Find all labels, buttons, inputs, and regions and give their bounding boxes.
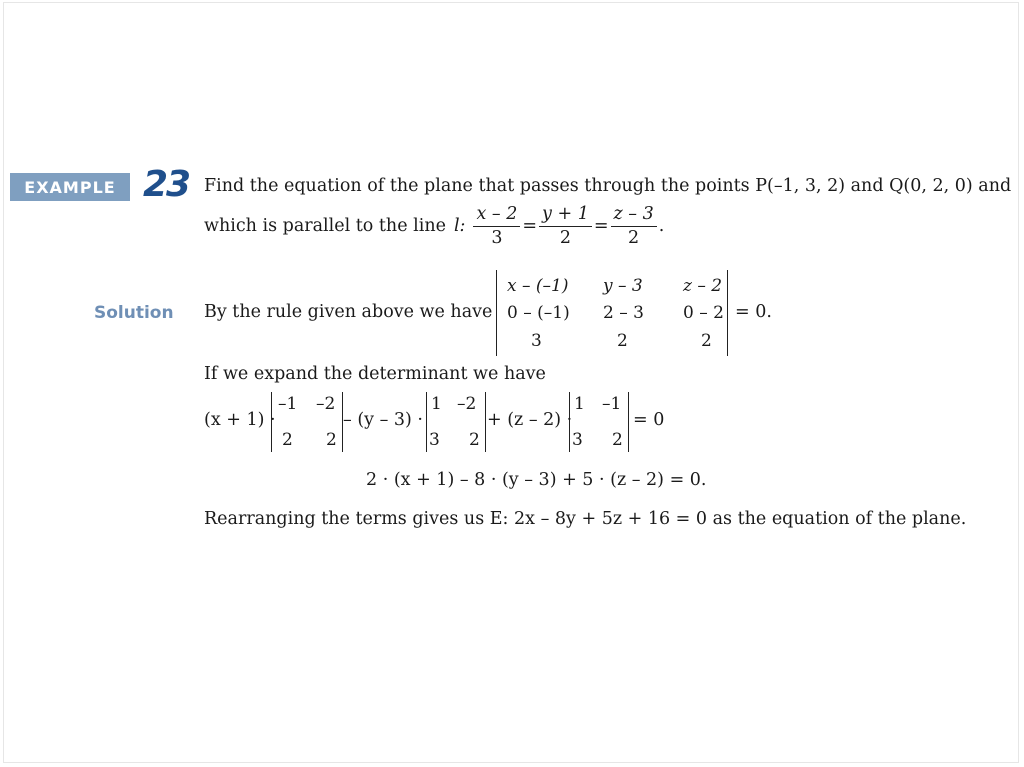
conclusion-prefix: Rearranging the terms gives us <box>204 509 485 529</box>
minor-determinant-3 <box>569 392 629 452</box>
expand-text: If we expand the determinant we have <box>204 364 546 384</box>
minor-cell: –2 <box>457 394 477 414</box>
fraction-2 <box>539 206 592 247</box>
simplified-equation: 2 · (x + 1) – 8 · (y – 3) + 5 · (z – 2) = 0. <box>366 470 707 490</box>
problem-end: . <box>658 215 665 236</box>
fraction-1-denominator: 3 <box>491 227 503 248</box>
minor-cell: 2 <box>326 430 337 450</box>
matrix-cell: 3 <box>531 331 542 351</box>
conclusion-equation: E: 2x – 8y + 5z + 16 = 0 <box>489 509 708 529</box>
fraction-3 <box>611 206 657 247</box>
fraction-2-numerator: y + 1 <box>539 206 592 227</box>
matrix-cell: 0 – 2 <box>683 303 724 323</box>
matrix-cell: y – 3 <box>603 276 643 296</box>
fraction-1 <box>473 206 520 247</box>
main-determinant <box>496 270 728 356</box>
conclusion <box>204 511 966 529</box>
example-badge <box>10 173 130 201</box>
problem-line-2-prefix: which is parallel to the line <box>204 215 446 236</box>
minor-cell: 2 <box>469 430 480 450</box>
minor-determinant-1 <box>271 392 343 452</box>
expansion-equals-zero: = 0 <box>633 410 665 430</box>
solution-label: Solution <box>94 303 174 323</box>
matrix-cell: z – 2 <box>683 276 723 296</box>
example-badge-label: EXAMPLE <box>24 177 116 197</box>
fraction-2-denominator: 2 <box>559 227 571 248</box>
expansion-term-1-coeff: (x + 1) · <box>204 410 276 430</box>
fraction-1-numerator: x – 2 <box>473 206 520 227</box>
problem-line-2 <box>204 206 664 247</box>
minor-cell: 3 <box>429 430 440 450</box>
fraction-3-denominator: 2 <box>628 227 640 248</box>
minor-cell: –1 <box>278 394 298 414</box>
matrix-cell: 0 – (–1) <box>507 303 570 323</box>
minor-cell: 1 <box>431 394 442 414</box>
line-name: l: <box>453 215 466 236</box>
minor-cell: 2 <box>282 430 293 450</box>
equals-sign-1: = <box>522 215 538 236</box>
fraction-3-numerator: z – 3 <box>611 206 657 227</box>
determinant-equals-zero: = 0. <box>735 302 772 322</box>
minor-determinant-2 <box>426 392 486 452</box>
expansion-term-3-coeff: + (z – 2) · <box>487 410 573 430</box>
minor-cell: 1 <box>574 394 585 414</box>
matrix-cell: 2 <box>617 331 628 351</box>
matrix-cell: x – (–1) <box>507 276 569 296</box>
example-number: 23 <box>143 164 190 205</box>
minor-cell: 3 <box>572 430 583 450</box>
matrix-cell: 2 – 3 <box>603 303 644 323</box>
conclusion-suffix: as the equation of the plane. <box>712 509 967 529</box>
solution-intro: By the rule given above we have <box>204 302 493 322</box>
problem-line-1: Find the equation of the plane that passes through the points P(–1, 3, 2) and Q(0, 2, 0) and <box>204 176 1012 196</box>
minor-cell: –1 <box>602 394 622 414</box>
matrix-cell: 2 <box>701 331 712 351</box>
equals-sign-2: = <box>593 215 609 236</box>
expansion-term-2-coeff: – (y – 3) · <box>343 410 423 430</box>
minor-cell: –2 <box>316 394 336 414</box>
minor-cell: 2 <box>612 430 623 450</box>
